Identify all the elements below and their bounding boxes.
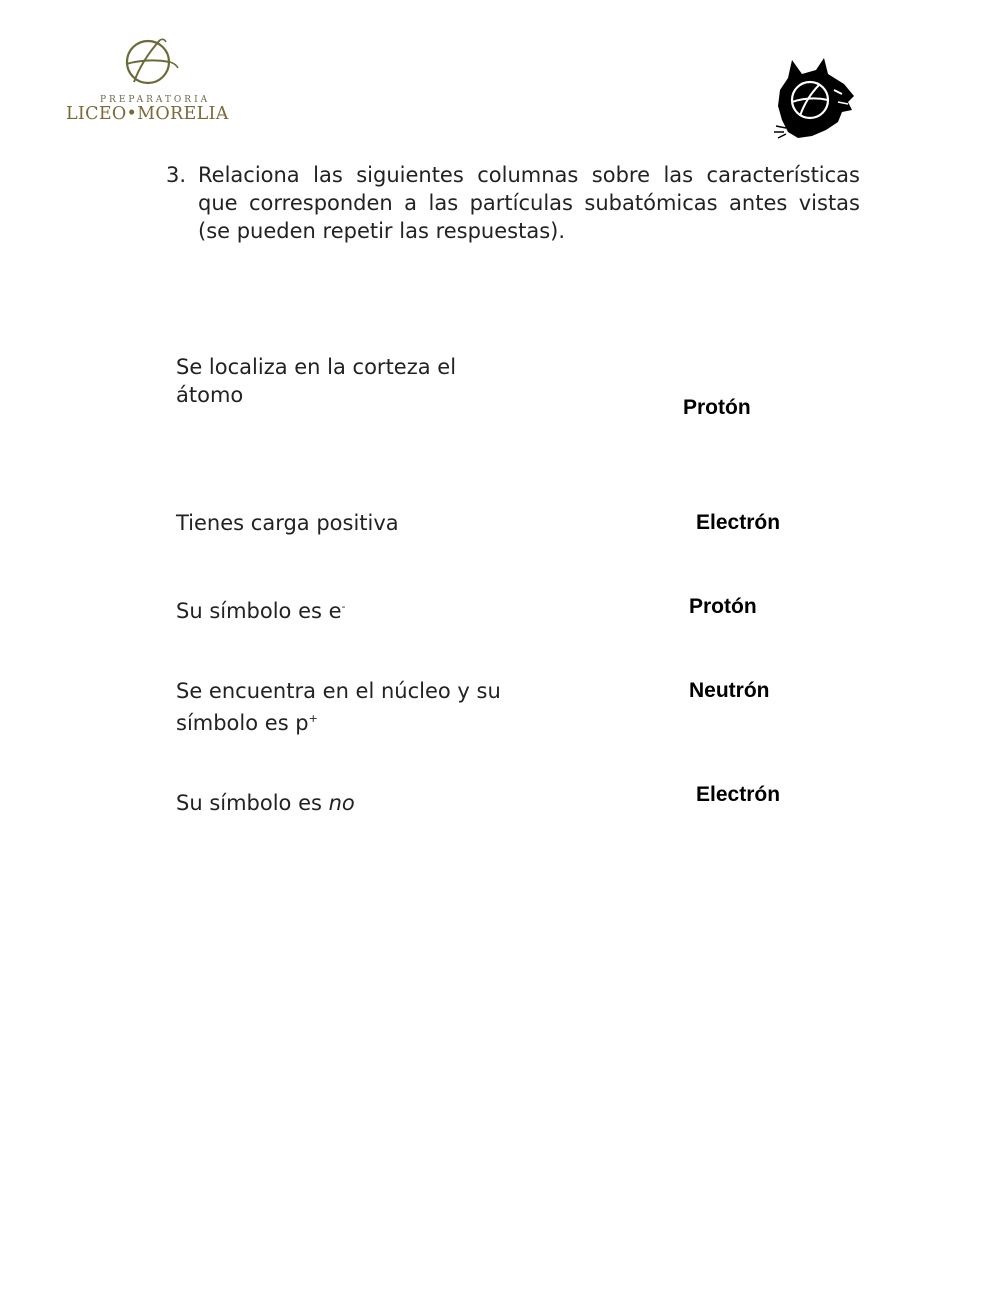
question-3: [166, 161, 860, 245]
answer-label[interactable]: Protón: [689, 595, 757, 618]
question-text: Relaciona las siguientes columnas sobre las características que corresponden a las partículas subatómicas antes vistas (se pueden repetir las respuestas).: [198, 163, 860, 243]
description-item: Su símbolo es e-: [176, 599, 346, 623]
lynx-head-icon: [772, 56, 858, 142]
answer-label[interactable]: Protón: [683, 396, 751, 419]
description-item: Su símbolo es no: [176, 791, 355, 815]
logo-title: LICEO•MORELIA: [66, 104, 229, 124]
globe-emblem-icon: [120, 36, 180, 88]
description-item: Se encuentra en el núcleo y su símbolo es p+: [176, 679, 501, 735]
answer-label[interactable]: Electrón: [696, 783, 781, 806]
description-item: Se localiza en la corteza el átomo: [176, 355, 457, 407]
school-logo: [66, 36, 236, 128]
question-number: 3.: [166, 163, 187, 187]
answer-label[interactable]: Electrón: [696, 511, 781, 534]
description-item: Tienes carga positiva: [176, 511, 399, 535]
logo-subtitle: PREPARATORIA: [100, 95, 211, 105]
answer-label[interactable]: Neutrón: [689, 679, 770, 702]
mascot-logo: [772, 56, 858, 142]
